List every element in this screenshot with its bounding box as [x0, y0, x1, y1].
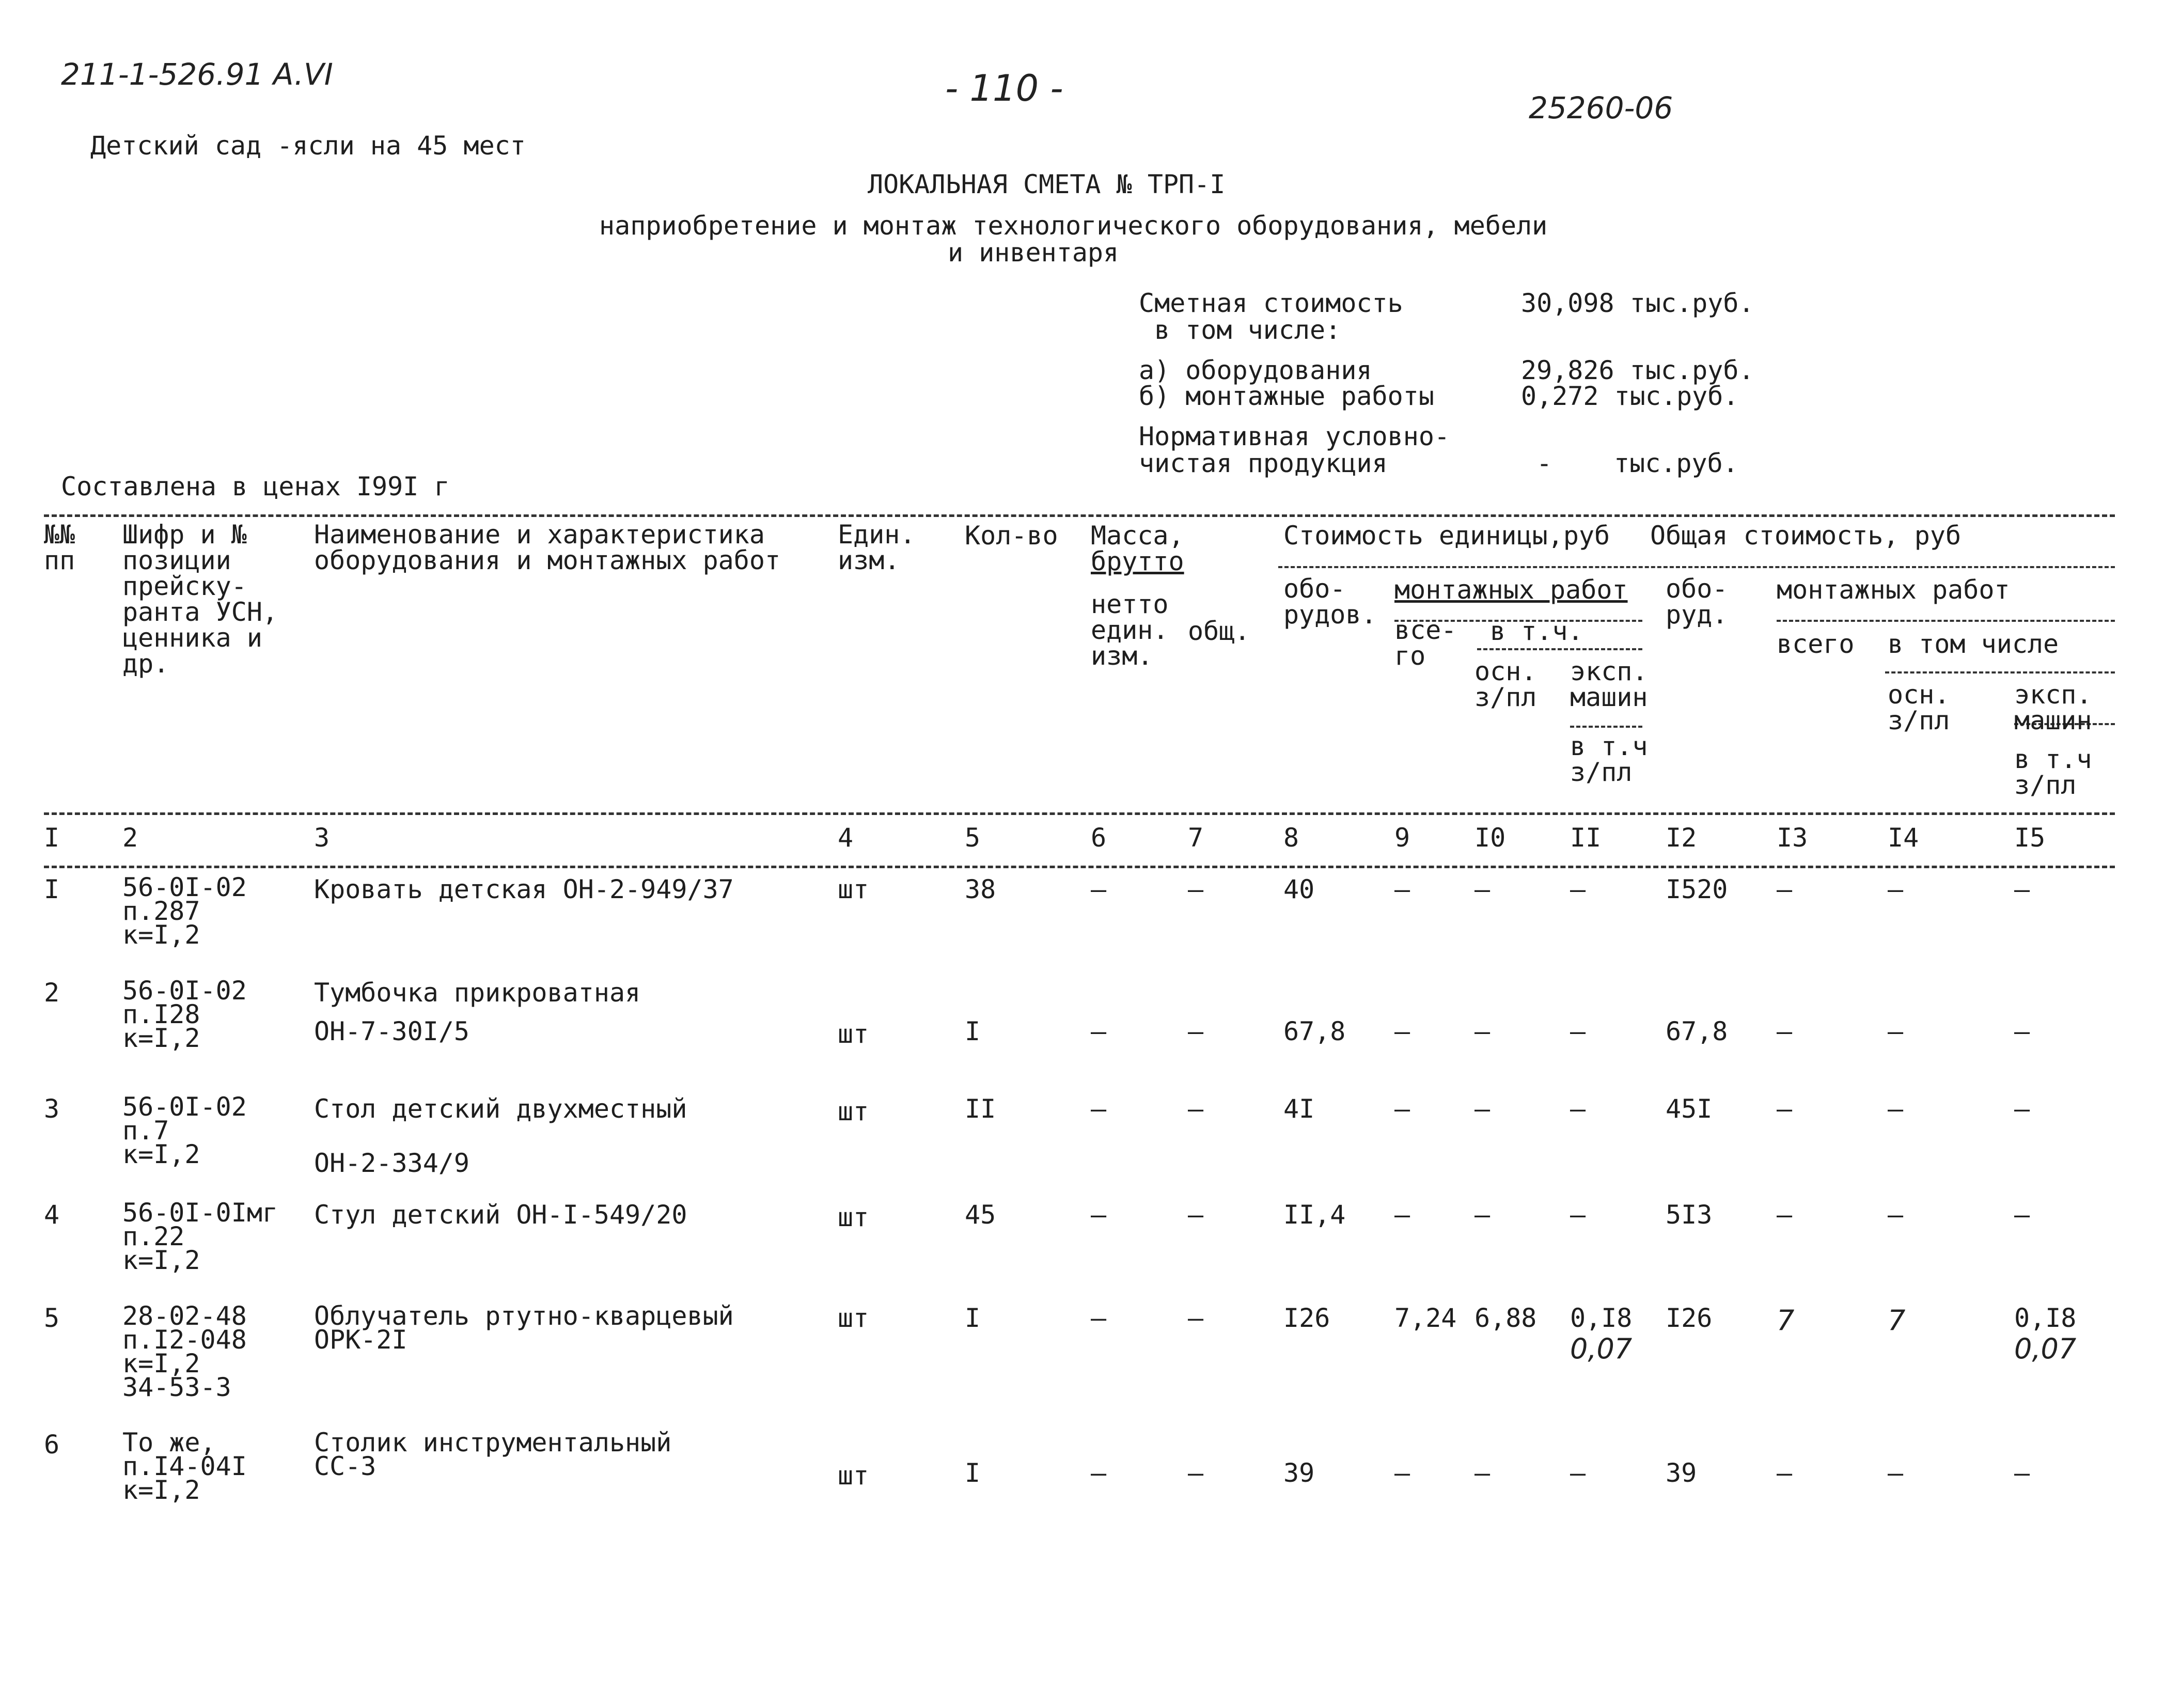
- basic-pay: –: [1474, 1094, 1491, 1124]
- table-top-rule: [44, 514, 2115, 517]
- basic-pay-total: –: [1888, 1094, 1904, 1124]
- col-number: 3: [314, 823, 330, 853]
- page-number: - 110 -: [945, 67, 1063, 109]
- item-name: Стул детский ОН-I-549/20: [314, 1200, 687, 1230]
- mount-unit-total: 7,24: [1394, 1303, 1457, 1333]
- mass-total: –: [1188, 1303, 1204, 1333]
- mount-total: –: [1777, 1094, 1793, 1124]
- equip-unit-cost: I26: [1283, 1303, 1330, 1333]
- equip-total-cost: 5I3: [1666, 1200, 1713, 1230]
- row-number: 4: [44, 1200, 60, 1230]
- price-code: 28-02-48 п.I2-048 к=I,2 34-53-3: [122, 1301, 247, 1402]
- col-number: 7: [1188, 823, 1204, 853]
- mass-total: –: [1188, 1458, 1204, 1488]
- mount-total: –: [1777, 1016, 1793, 1046]
- unit: шт: [838, 1461, 869, 1491]
- unit: шт: [838, 1019, 869, 1049]
- header-col-2: Шифр и № позиции прейску- ранта УСН, ценника и др.: [122, 520, 278, 679]
- col-number: 6: [1091, 823, 1107, 853]
- header-basic-pay-2: осн. з/пл: [1888, 680, 1950, 735]
- machine-subrule: [1570, 726, 1642, 728]
- equip-total-cost: 45I: [1666, 1094, 1713, 1124]
- mass-unit: –: [1091, 1458, 1107, 1488]
- cost-subheader-rule: [1278, 566, 2115, 568]
- unit: шт: [838, 874, 869, 904]
- mount-value: 0,272 тыс.руб.: [1521, 381, 1739, 411]
- basic-pay-total: –: [1888, 1200, 1904, 1230]
- basic-pay-total: –: [1888, 1016, 1904, 1046]
- price-code: 56-0I-02 п.7 к=I,2: [122, 1092, 247, 1169]
- header-equip-unit: обо- рудов.: [1283, 574, 1377, 630]
- header-machine-op-2: эксп. машин: [2014, 680, 2092, 735]
- archive-stamp: 25260-06: [1529, 90, 1673, 126]
- item-name: Кровать детская ОН-2-949/37: [314, 874, 734, 904]
- mount-unit-total: –: [1394, 874, 1410, 904]
- price-code: 56-0I-02 п.I28 к=I,2: [122, 976, 247, 1053]
- machine-op-pay: 0,07: [1570, 1333, 1633, 1365]
- cost-value: 30,098 тыс.руб.: [1521, 288, 1754, 318]
- col-number: II: [1570, 823, 1602, 853]
- estimate-subtitle-2: и инвентаря: [948, 238, 1119, 268]
- col-number: I3: [1777, 823, 1808, 853]
- item-name: Столик инструментальный СС-3: [314, 1428, 672, 1481]
- unit: шт: [838, 1096, 869, 1126]
- header-machine-op: эксп. машин: [1570, 656, 1648, 712]
- header-incl-pay-2: в т.ч з/пл: [2014, 744, 2092, 800]
- norm-label-1: Нормативная условно-: [1139, 421, 1450, 451]
- estimate-subtitle-1: наприобретение и монтаж технологического оборудования, мебели: [599, 211, 1548, 241]
- row-number: 5: [44, 1303, 60, 1333]
- col-number: 4: [838, 823, 854, 853]
- item-name: Стол детский двухместный: [314, 1094, 687, 1124]
- col-number: 5: [965, 823, 981, 853]
- price-code: 56-0I-0Iмг п.22 к=I,2: [122, 1198, 278, 1275]
- object-title: Детский сад -ясли на 45 мест: [90, 131, 526, 161]
- machine-op-total: –: [2014, 1200, 2030, 1230]
- machine-op: –: [1570, 1458, 1586, 1488]
- mass-total: –: [1188, 874, 1204, 904]
- header-mount-total-word: все- го: [1394, 615, 1457, 671]
- quantity: 45: [965, 1200, 996, 1230]
- quantity: I: [965, 1303, 981, 1333]
- item-name: Тумбочка прикроватная: [314, 978, 641, 1008]
- equip-value: 29,826 тыс.руб.: [1521, 355, 1754, 385]
- equip-unit-cost: II,4: [1283, 1200, 1346, 1230]
- machine-op-pay-total: 0,07: [2014, 1333, 2077, 1365]
- unit: шт: [838, 1303, 869, 1333]
- price-code: 56-0I-02 п.287 к=I,2: [122, 872, 247, 950]
- basic-pay: –: [1474, 874, 1491, 904]
- row-number: 3: [44, 1094, 60, 1124]
- prices-note: Составлена в ценах I99I г: [61, 472, 450, 502]
- machine-op: –: [1570, 1094, 1586, 1124]
- header-mass-total: общ.: [1188, 616, 1250, 646]
- norm-unit: тыс.руб.: [1614, 448, 1738, 478]
- basic-pay: –: [1474, 1200, 1491, 1230]
- incl-label: в том числе:: [1154, 315, 1341, 345]
- col-number: I4: [1888, 823, 1919, 853]
- price-code: То же, п.I4-04I к=I,2: [122, 1428, 247, 1505]
- row-number: 6: [44, 1430, 60, 1460]
- header-total-word-2: всего: [1777, 629, 1855, 659]
- quantity: I: [965, 1458, 981, 1488]
- numbers-bottom-rule: [44, 866, 2115, 868]
- mass-unit: –: [1091, 874, 1107, 904]
- header-mount-works: монтажных работ: [1394, 575, 1628, 605]
- header-col-3: Наименование и характеристика оборудования и монтажных работ: [314, 520, 781, 575]
- header-col-5: Кол-во: [965, 521, 1058, 551]
- machine-op-total: –: [2014, 1458, 2030, 1488]
- item-model: ОН-2-334/9: [314, 1148, 470, 1178]
- equip-total-cost: I26: [1666, 1303, 1713, 1333]
- mount-total: –: [1777, 1458, 1793, 1488]
- equip-unit-cost: 40: [1283, 874, 1315, 904]
- header-basic-pay: осн. з/пл: [1474, 656, 1537, 712]
- basic-pay: 6,88: [1474, 1303, 1537, 1333]
- mass-unit: –: [1091, 1303, 1107, 1333]
- mount-label: б) монтажные работы: [1139, 381, 1434, 411]
- mount-unit-total: –: [1394, 1016, 1410, 1046]
- quantity: I: [965, 1016, 981, 1046]
- mount-unit-total: –: [1394, 1200, 1410, 1230]
- header-incl-words: в том числе: [1888, 629, 2059, 659]
- header-incl-pay: в т.ч з/пл: [1570, 731, 1648, 787]
- item-name: Облучатель ртутно-кварцевый ОРК-2I: [314, 1301, 734, 1355]
- mass-total: –: [1188, 1016, 1204, 1046]
- item-model: ОН-7-30I/5: [314, 1016, 470, 1046]
- row-number: 2: [44, 978, 60, 1008]
- cost-label: Сметная стоимость: [1139, 288, 1403, 318]
- header-equip-total: обо- руд.: [1666, 574, 1728, 630]
- quantity: 38: [965, 874, 996, 904]
- header-mass-netto: нетто един. изм.: [1091, 589, 1169, 671]
- unit: шт: [838, 1202, 869, 1232]
- equip-unit-cost: 39: [1283, 1458, 1315, 1488]
- col-number: 2: [122, 823, 138, 853]
- header-col-4: Един. изм.: [838, 520, 916, 575]
- header-bottom-rule: [44, 812, 2115, 815]
- norm-label-2: чистая продукция: [1139, 448, 1388, 478]
- mass-unit: –: [1091, 1094, 1107, 1124]
- document-code: 211-1-526.91 A.VI: [61, 57, 333, 92]
- header-mass-brutto: брутто: [1091, 546, 1184, 576]
- equip-total-cost: I520: [1666, 874, 1728, 904]
- header-unit-cost: Стоимость единицы,руб: [1283, 521, 1610, 551]
- equip-label: а) оборудования: [1139, 355, 1372, 385]
- machine-op-total: –: [2014, 1094, 2030, 1124]
- machine-op-total: 0,I8: [2014, 1303, 2077, 1333]
- col-number: I2: [1666, 823, 1697, 853]
- mount-total: 7: [1777, 1304, 1795, 1337]
- col-number: I0: [1474, 823, 1506, 853]
- estimate-title: ЛОКАЛЬНАЯ СМЕТА № ТРП-I: [868, 169, 1226, 199]
- mass-unit: –: [1091, 1200, 1107, 1230]
- mass-total: –: [1188, 1094, 1204, 1124]
- equip-total-cost: 39: [1666, 1458, 1697, 1488]
- col-number: 8: [1283, 823, 1299, 853]
- machine-op-total: –: [2014, 1016, 2030, 1046]
- mount-total: –: [1777, 874, 1793, 904]
- col-number: I5: [2014, 823, 2046, 853]
- header-incl-short: в т.ч.: [1490, 616, 1583, 646]
- norm-dash: -: [1536, 448, 1552, 478]
- header-mount-works-total: монтажных работ: [1777, 575, 2010, 605]
- machine-op-total: –: [2014, 874, 2030, 904]
- basic-pay: –: [1474, 1458, 1491, 1488]
- machine-op: –: [1570, 874, 1586, 904]
- mount-total-subheader-rule: [1777, 620, 2115, 622]
- col-number: I: [44, 823, 60, 853]
- header-col-1: №№ пп: [44, 520, 75, 575]
- mount-unit-total: –: [1394, 1094, 1410, 1124]
- header-total-cost: Общая стоимость, руб: [1650, 521, 1962, 551]
- equip-unit-cost: 67,8: [1283, 1016, 1346, 1046]
- basic-pay-total: 7: [1888, 1304, 1906, 1337]
- equip-unit-cost: 4I: [1283, 1094, 1315, 1124]
- machine-op: –: [1570, 1016, 1586, 1046]
- basic-pay-total: –: [1888, 874, 1904, 904]
- equip-total-cost: 67,8: [1666, 1016, 1728, 1046]
- machine-op: 0,I8: [1570, 1303, 1633, 1333]
- quantity: II: [965, 1094, 996, 1124]
- mass-unit: –: [1091, 1016, 1107, 1046]
- incl-total-subheader-rule: [1885, 671, 2115, 673]
- machine-op: –: [1570, 1200, 1586, 1230]
- header-mass: Масса,: [1091, 521, 1184, 551]
- basic-pay: –: [1474, 1016, 1491, 1046]
- mount-unit-total: –: [1394, 1458, 1410, 1488]
- col-number: 9: [1394, 823, 1410, 853]
- row-number: I: [44, 874, 60, 904]
- basic-pay-total: –: [1888, 1458, 1904, 1488]
- mass-total: –: [1188, 1200, 1204, 1230]
- mount-total: –: [1777, 1200, 1793, 1230]
- incl-subheader-rule: [1477, 648, 1642, 650]
